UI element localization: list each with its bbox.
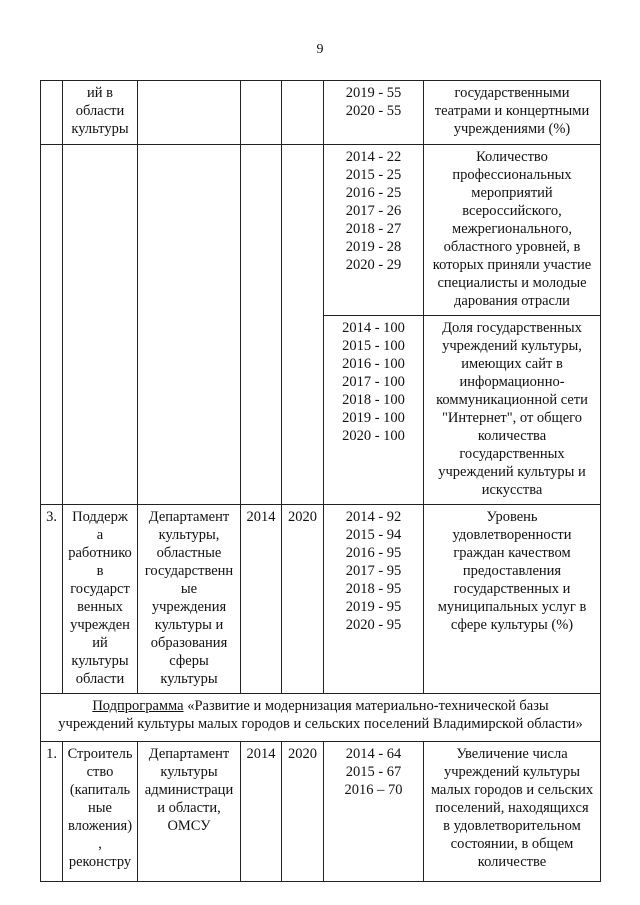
text-line: государст [70,581,130,597]
text-line: 2020 - 55 [345,103,402,119]
cell-values [324,505,424,694]
cell-values [324,742,424,882]
text-line: количества [477,428,547,444]
cell-executor [138,505,241,694]
cell-executor [138,81,241,145]
text-line: области [75,671,125,687]
text-line: сферы [169,653,209,669]
cell-values [324,316,424,505]
cell-name [63,742,138,882]
text-line: и области, [157,800,221,816]
text-line: ые [180,581,198,597]
text-line: культуры [71,653,129,669]
text-line: учреждениями (%) [453,121,571,137]
text-line: всероссийского, [462,203,562,219]
table-row [41,742,601,882]
text-line: культуры, [158,527,220,543]
text-line: 2015 - 67 [345,764,402,780]
text-line: в удовлетворительном [443,818,581,834]
text-line: предоставления [462,563,562,579]
cell-indicator [424,742,601,882]
text-line: профессиональных [452,167,572,183]
text-line: 2015 - 25 [345,167,402,183]
text-line: мероприятий [471,185,553,201]
subprogram-row [41,694,601,742]
text-line: 2018 - 100 [342,392,405,408]
table-row [41,145,601,316]
subprogram-heading [41,694,601,742]
text-line: искусства [481,482,543,498]
text-line: учрежден [70,617,130,633]
text-line: в [96,563,104,579]
text-line: вложения) [67,818,133,834]
text-line: 2014 - 64 [345,746,402,762]
text-line: ство [86,764,114,780]
cell-indicator [424,81,601,145]
text-line: Увеличение числа [456,746,568,762]
text-line: сфере культуры (%) [450,617,574,633]
text-line: областного уровней, в [443,239,581,255]
cell-start-year: 2014 [241,505,282,694]
text-line: администраци [144,782,234,798]
text-line: удовлетворенности [452,527,572,543]
text-line: 2016 - 25 [345,185,402,201]
page-number: 9 [316,42,324,57]
text-line: (капиталь [69,782,131,798]
text-line: 2017 - 95 [345,563,402,579]
cell-values [324,81,424,145]
text-line: области [75,103,125,119]
text-line: учреждений культуры [443,764,581,780]
text-line: "Интернет", от общего [442,410,582,426]
text-line: 2016 - 100 [342,356,405,372]
text-line: Уровень [486,509,538,525]
text-line: 2019 - 28 [345,239,402,255]
text-line: образования [150,635,228,651]
text-line: дарования отрасли [454,293,570,309]
text-line: , [98,836,102,852]
cell-num [41,81,63,145]
text-line: 2014 - 100 [342,320,405,336]
text-line: областные [156,545,222,561]
text-line: Департамент [148,509,230,525]
text-line: Департамент [148,746,230,762]
text-line: 2017 - 100 [342,374,405,390]
text-line: 2017 - 26 [345,203,402,219]
cell-indicator [424,145,601,316]
text-line: ий [92,635,108,651]
text-line: реконстру [68,854,132,870]
text-line: 2019 - 95 [345,599,402,615]
text-line: 2020 - 29 [345,257,402,273]
text-line: имеющих сайт в [461,356,563,372]
text-line: ные [88,800,112,816]
text-line: 2020 - 95 [345,617,402,633]
text-line: учреждений культуры, [442,338,582,354]
text-line: государственными [454,85,570,101]
text-line: 2019 - 100 [342,410,405,426]
text-line: Строитель [67,746,133,762]
text-line: а [96,527,104,543]
subprogram-title-line1: «Развитие и модернизация материально-технической базы [183,698,549,714]
text-line: культуры [160,764,218,780]
text-line: 2019 - 55 [345,85,402,101]
program-table [40,80,601,882]
table-row [41,81,601,145]
text-line: работнико [68,545,132,561]
cell-start-year [241,145,282,505]
text-line: 2016 - 95 [345,545,402,561]
cell-name [63,145,138,505]
text-line: муниципальных услуг в [437,599,587,615]
text-line: 2015 - 94 [345,527,402,543]
text-line: межрегионального, [452,221,572,237]
text-line: театрами и концертными [434,103,590,119]
cell-start-year: 2014 [241,742,282,882]
subprogram-title-line2: учреждений культуры малых городов и сельских поселений Владимирской области» [58,716,583,732]
text-line: информационно- [459,374,565,390]
text-line: ОМСУ [167,818,211,834]
text-line: 2014 - 22 [345,149,402,165]
text-line: Поддерж [72,509,128,525]
text-line: которых приняли участие [432,257,592,273]
text-line: поселений, находящихся [435,800,589,816]
cell-end-year [282,81,324,145]
text-line: 2018 - 27 [345,221,402,237]
subprogram-label: Подпрограмма [92,698,184,714]
text-line: специалисты и молодые [437,275,587,291]
cell-end-year [282,145,324,505]
cell-indicator [424,505,601,694]
text-line: 2020 - 100 [342,428,405,444]
text-line: государственных и [453,581,571,597]
text-line: Доля государственных [442,320,582,336]
text-line: учреждений культуры и [438,464,586,480]
text-line: государственн [144,563,234,579]
text-line: культуры [71,121,129,137]
text-line: учреждения [151,599,227,615]
text-line: венных [77,599,123,615]
cell-executor [138,742,241,882]
cell-num: 3. [41,505,63,694]
cell-end-year: 2020 [282,505,324,694]
cell-num [41,145,63,505]
text-line: ий в [87,85,113,101]
text-line: Количество [476,149,548,165]
text-line: культуры и [154,617,224,633]
cell-values [324,145,424,316]
text-line: 2014 - 92 [345,509,402,525]
text-line: малых городов и сельских [430,782,594,798]
cell-num: 1. [41,742,63,882]
text-line: 2015 - 100 [342,338,405,354]
text-line: 2018 - 95 [345,581,402,597]
cell-name [63,505,138,694]
cell-executor [138,145,241,505]
text-line: граждан качеством [453,545,571,561]
text-line: 2016 – 70 [344,782,403,798]
text-line: состоянии, в общем [450,836,574,852]
text-line: количестве [477,854,547,870]
text-line: государственных [459,446,565,462]
cell-name [63,81,138,145]
text-line: коммуникационной сети [436,392,588,408]
cell-indicator [424,316,601,505]
cell-end-year: 2020 [282,742,324,882]
cell-start-year [241,81,282,145]
table-row [41,505,601,694]
text-line: культуры [160,671,218,687]
